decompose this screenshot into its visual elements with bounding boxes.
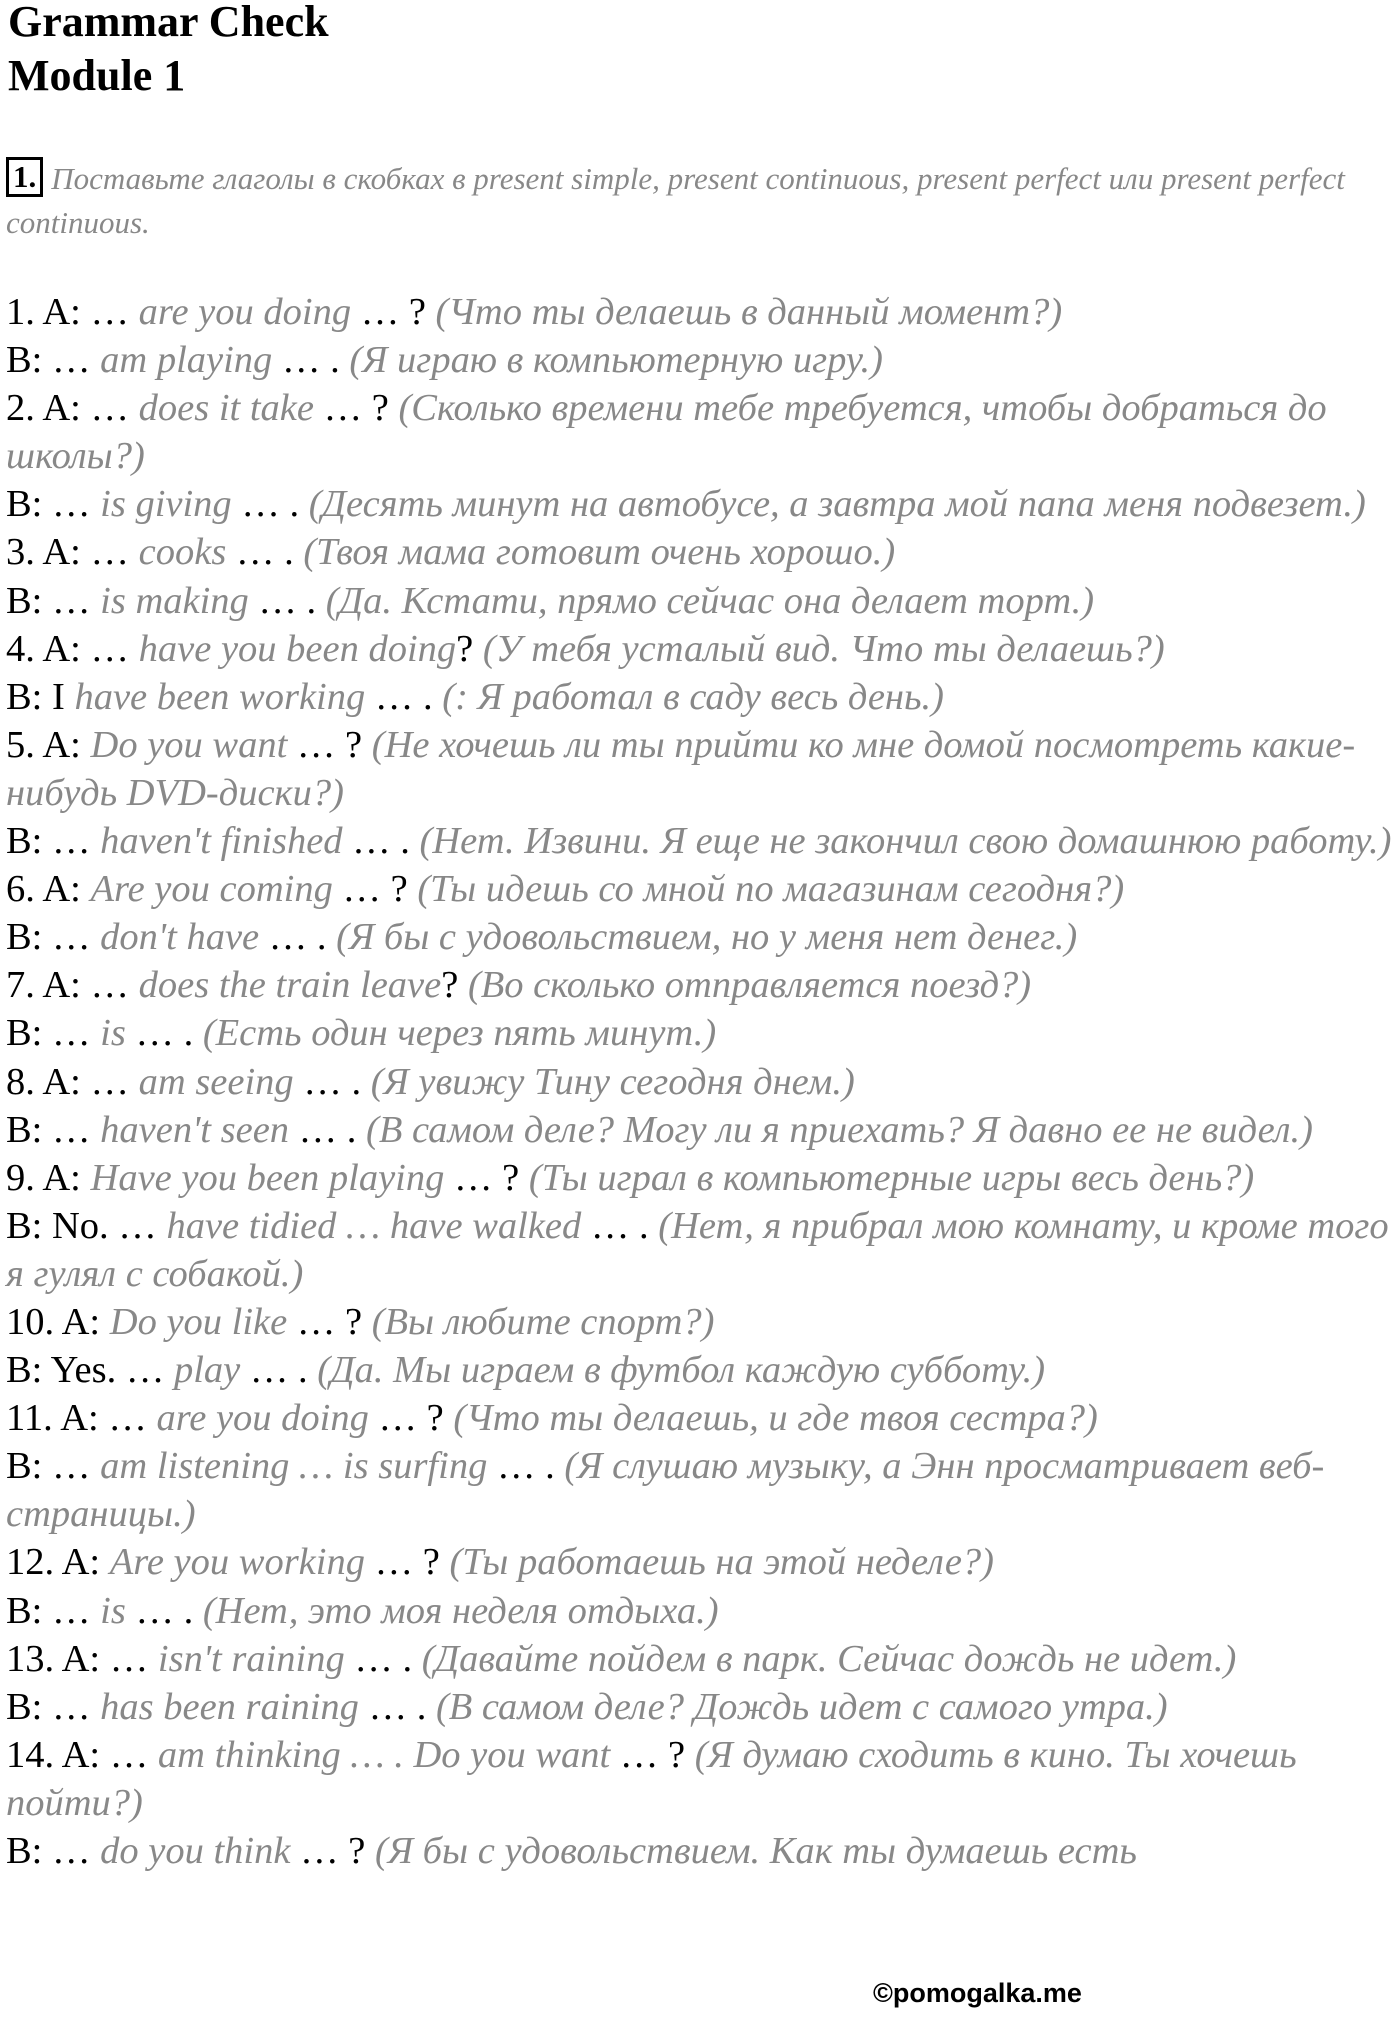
translation-text: (Да. Мы играем в футбол каждую субботу.) — [317, 1349, 1046, 1392]
exercise-line — [6, 1058, 1394, 1106]
translation-text: (Я увижу Тину сегодня днем.) — [370, 1060, 855, 1103]
translation-text: (Я играю в компьютерную игру.) — [349, 339, 883, 382]
translation-text: (Твоя мама готовит очень хорошо.) — [303, 531, 896, 574]
answer-text: am seeing — [138, 1060, 294, 1103]
answer-text: haven't finished — [100, 820, 343, 863]
line-punctuation: … . — [487, 1445, 565, 1488]
translation-text: (Ты идешь со мной по магазинам сегодня?) — [417, 868, 1125, 911]
translation-text: (Я слушаю музыку, а Энн просматривает веб-страницы.) — [6, 1445, 1325, 1536]
answer-text: have you been doing — [138, 627, 457, 670]
answer-text: play — [173, 1349, 241, 1392]
answer-text: is giving — [100, 483, 232, 526]
line-punctuation: … . — [125, 1589, 203, 1632]
line-punctuation: … . — [289, 1108, 367, 1151]
exercise-line — [6, 625, 1394, 673]
translation-text: (Я думаю сходить в кино. Ты хочешь пойти?) — [6, 1733, 1297, 1824]
translation-text: (Да. Кстати, прямо сейчас она делает торт.) — [325, 579, 1095, 622]
exercise-line — [6, 673, 1394, 721]
answer-text: is — [100, 1012, 126, 1055]
exercise-line — [6, 1106, 1394, 1154]
translation-text: (У тебя усталый вид. Что ты делаешь?) — [482, 627, 1165, 670]
exercise-line — [6, 1346, 1394, 1394]
module-subtitle: Module 1 — [8, 51, 186, 100]
line-punctuation: … ? — [332, 868, 418, 911]
exercise-line — [6, 961, 1394, 1009]
exercise-line — [6, 288, 1394, 336]
line-prefix: B: … — [6, 1830, 101, 1872]
line-punctuation: … . — [365, 675, 443, 718]
line-punctuation: … ? — [313, 387, 399, 430]
exercise-line — [6, 1683, 1394, 1731]
answer-text: have tidied … have walked — [166, 1204, 582, 1247]
translation-text: (Есть один через пять минут.) — [202, 1012, 717, 1055]
task-instruction-block — [6, 157, 1391, 245]
exercise-line — [6, 1827, 1394, 1875]
answer-text: Do you want — [90, 723, 288, 766]
exercise-line — [6, 336, 1394, 384]
translation-text: (Сколько времени тебе требуется, чтобы добраться до школы?) — [6, 387, 1327, 478]
exercise-line — [6, 528, 1394, 576]
translation-text: (Я бы с удовольствием, но у меня нет денег.) — [336, 916, 1078, 959]
line-punctuation: … . — [344, 1637, 422, 1680]
translation-text: (Что ты делаешь, и где твоя сестра?) — [453, 1397, 1098, 1440]
answer-text: does it take — [138, 387, 314, 430]
line-punctuation: … . — [231, 483, 309, 526]
exercise-line — [6, 577, 1394, 625]
answer-text: don't have — [100, 916, 260, 959]
translation-text: (Вы любите спорт?) — [371, 1300, 715, 1343]
exercise-line — [6, 721, 1394, 817]
translation-text: (В самом деле? Могу ли я приехать? Я давно ее не видел.) — [366, 1108, 1313, 1151]
task-instruction-text: Поставьте глаголы в скобках в present simple, present continuous, present perfect или present perfect continuous. — [6, 161, 1345, 240]
translation-text: (Не хочешь ли ты прийти ко мне домой посмотреть какие-нибудь DVD-диски?) — [6, 723, 1356, 814]
exercise-line — [6, 1635, 1394, 1683]
answer-text: Have you been playing — [90, 1156, 445, 1199]
answer-text: Are you working — [109, 1541, 365, 1584]
line-punctuation: ? — [456, 627, 483, 670]
line-prefix: 5. A: — [6, 723, 91, 766]
line-prefix: B: … — [6, 579, 101, 622]
answer-text: are you doing — [156, 1397, 369, 1440]
answer-text: Do you like — [109, 1300, 288, 1343]
translation-text: (: Я работал в саду весь день.) — [442, 675, 944, 718]
answer-text: am playing — [100, 339, 273, 382]
answer-text: isn't raining — [157, 1637, 345, 1680]
exercise-line — [6, 865, 1394, 913]
answer-text: am thinking … . Do you want — [157, 1733, 611, 1776]
line-prefix: 6. A: — [6, 868, 91, 911]
line-punctuation: … ? — [287, 723, 372, 766]
line-prefix: 8. A: … — [6, 1060, 139, 1103]
line-prefix: B: … — [6, 820, 101, 863]
exercise-line — [6, 913, 1394, 961]
translation-text: (Десять минут на автобусе, а завтра мой папа меня подвезет.) — [308, 483, 1366, 526]
line-punctuation: … ? — [287, 1300, 372, 1343]
exercise-line — [6, 384, 1394, 480]
translation-text: (В самом деле? Дождь идет с самого утра.) — [435, 1685, 1168, 1728]
line-prefix: 9. A: — [6, 1156, 91, 1199]
exercise-line — [6, 480, 1394, 528]
answer-text: have been working — [74, 675, 366, 718]
line-punctuation: … . — [125, 1012, 203, 1055]
line-prefix: B: … — [6, 1012, 101, 1055]
translation-text: (Нет, это моя неделя отдыха.) — [202, 1589, 719, 1632]
answer-text: am listening … is surfing — [100, 1445, 488, 1488]
exercise-line — [6, 817, 1394, 865]
translation-text: (Ты работаешь на этой неделе?) — [449, 1541, 994, 1584]
answer-text: has been raining — [100, 1685, 359, 1728]
exercise-line — [6, 1154, 1394, 1202]
line-punctuation: … . — [226, 531, 304, 574]
line-prefix: 1. A: … — [6, 291, 139, 333]
answer-text: is making — [100, 579, 249, 622]
exercise-list — [6, 288, 1394, 1875]
line-punctuation: … ? — [368, 1397, 454, 1440]
exercise-line — [6, 1202, 1394, 1298]
line-prefix: 14. A: … — [6, 1733, 158, 1776]
line-prefix: 4. A: … — [6, 627, 139, 670]
translation-text: (Давайте пойдем в парк. Сейчас дождь не идет.) — [421, 1637, 1237, 1680]
line-punctuation: … . — [259, 916, 337, 959]
translation-text: (Я бы с удовольствием. Как ты думаешь есть — [374, 1830, 1137, 1872]
line-prefix: B: … — [6, 916, 101, 959]
line-punctuation: … . — [358, 1685, 436, 1728]
line-punctuation: … ? — [364, 1541, 450, 1584]
line-prefix: B: … — [6, 1589, 101, 1632]
translation-text: (Во сколько отправляется поезд?) — [467, 964, 1032, 1007]
line-punctuation: … ? — [290, 1830, 375, 1872]
line-prefix: 10. A: — [6, 1300, 110, 1343]
exercise-line — [6, 1009, 1394, 1057]
answer-text: are you doing — [138, 291, 352, 333]
line-punctuation: … . — [342, 820, 420, 863]
line-prefix: B: No. … — [6, 1204, 167, 1247]
line-punctuation: … . — [293, 1060, 371, 1103]
exercise-line — [6, 1442, 1394, 1538]
line-prefix: B: … — [6, 339, 101, 382]
line-prefix: 13. A: … — [6, 1637, 158, 1680]
translation-text: (Нет, я прибрал мою комнату, и кроме того я гулял с собакой.) — [6, 1204, 1389, 1295]
task-number-badge: 1. — [6, 157, 43, 197]
line-punctuation: … . — [581, 1204, 659, 1247]
answer-text: does the train leave — [138, 964, 442, 1007]
answer-text: Are you coming — [90, 868, 333, 911]
exercise-line — [6, 1587, 1394, 1635]
translation-text: (Ты играл в компьютерные игры весь день?) — [528, 1156, 1255, 1199]
answer-text: cooks — [138, 531, 227, 574]
line-punctuation: … ? — [351, 291, 436, 333]
exercise-line — [6, 1298, 1394, 1346]
line-prefix: B: Yes. … — [6, 1349, 174, 1392]
translation-text: (Что ты делаешь в данный момент?) — [435, 291, 1063, 333]
answer-text: do you think — [100, 1830, 291, 1872]
line-punctuation: … . — [240, 1349, 318, 1392]
line-punctuation: … . — [248, 579, 326, 622]
line-prefix: B: I — [6, 675, 75, 718]
exercise-line — [6, 1731, 1394, 1827]
exercise-line — [6, 1538, 1394, 1586]
line-prefix: B: … — [6, 1445, 101, 1488]
translation-text: (Нет. Извини. Я еще не закончил свою домашнюю работу.) — [419, 820, 1392, 863]
answer-text: is — [100, 1589, 126, 1632]
page-title: Grammar Check — [8, 0, 329, 46]
answer-text: haven't seen — [100, 1108, 290, 1151]
line-punctuation: ? — [441, 964, 468, 1007]
exercise-line — [6, 1394, 1394, 1442]
line-punctuation: … . — [272, 339, 350, 382]
line-prefix: B: … — [6, 1685, 101, 1728]
watermark: ©pomogalka.me — [869, 1978, 1086, 2008]
line-prefix: B: … — [6, 1108, 101, 1151]
line-prefix: 2. A: … — [6, 387, 139, 430]
line-prefix: 12. A: — [6, 1541, 110, 1584]
line-prefix: 3. A: … — [6, 531, 139, 574]
line-prefix: 7. A: … — [6, 964, 139, 1007]
line-prefix: 11. A: … — [6, 1397, 157, 1440]
line-punctuation: … ? — [444, 1156, 529, 1199]
line-prefix: B: … — [6, 483, 101, 526]
line-punctuation: … ? — [610, 1733, 695, 1776]
